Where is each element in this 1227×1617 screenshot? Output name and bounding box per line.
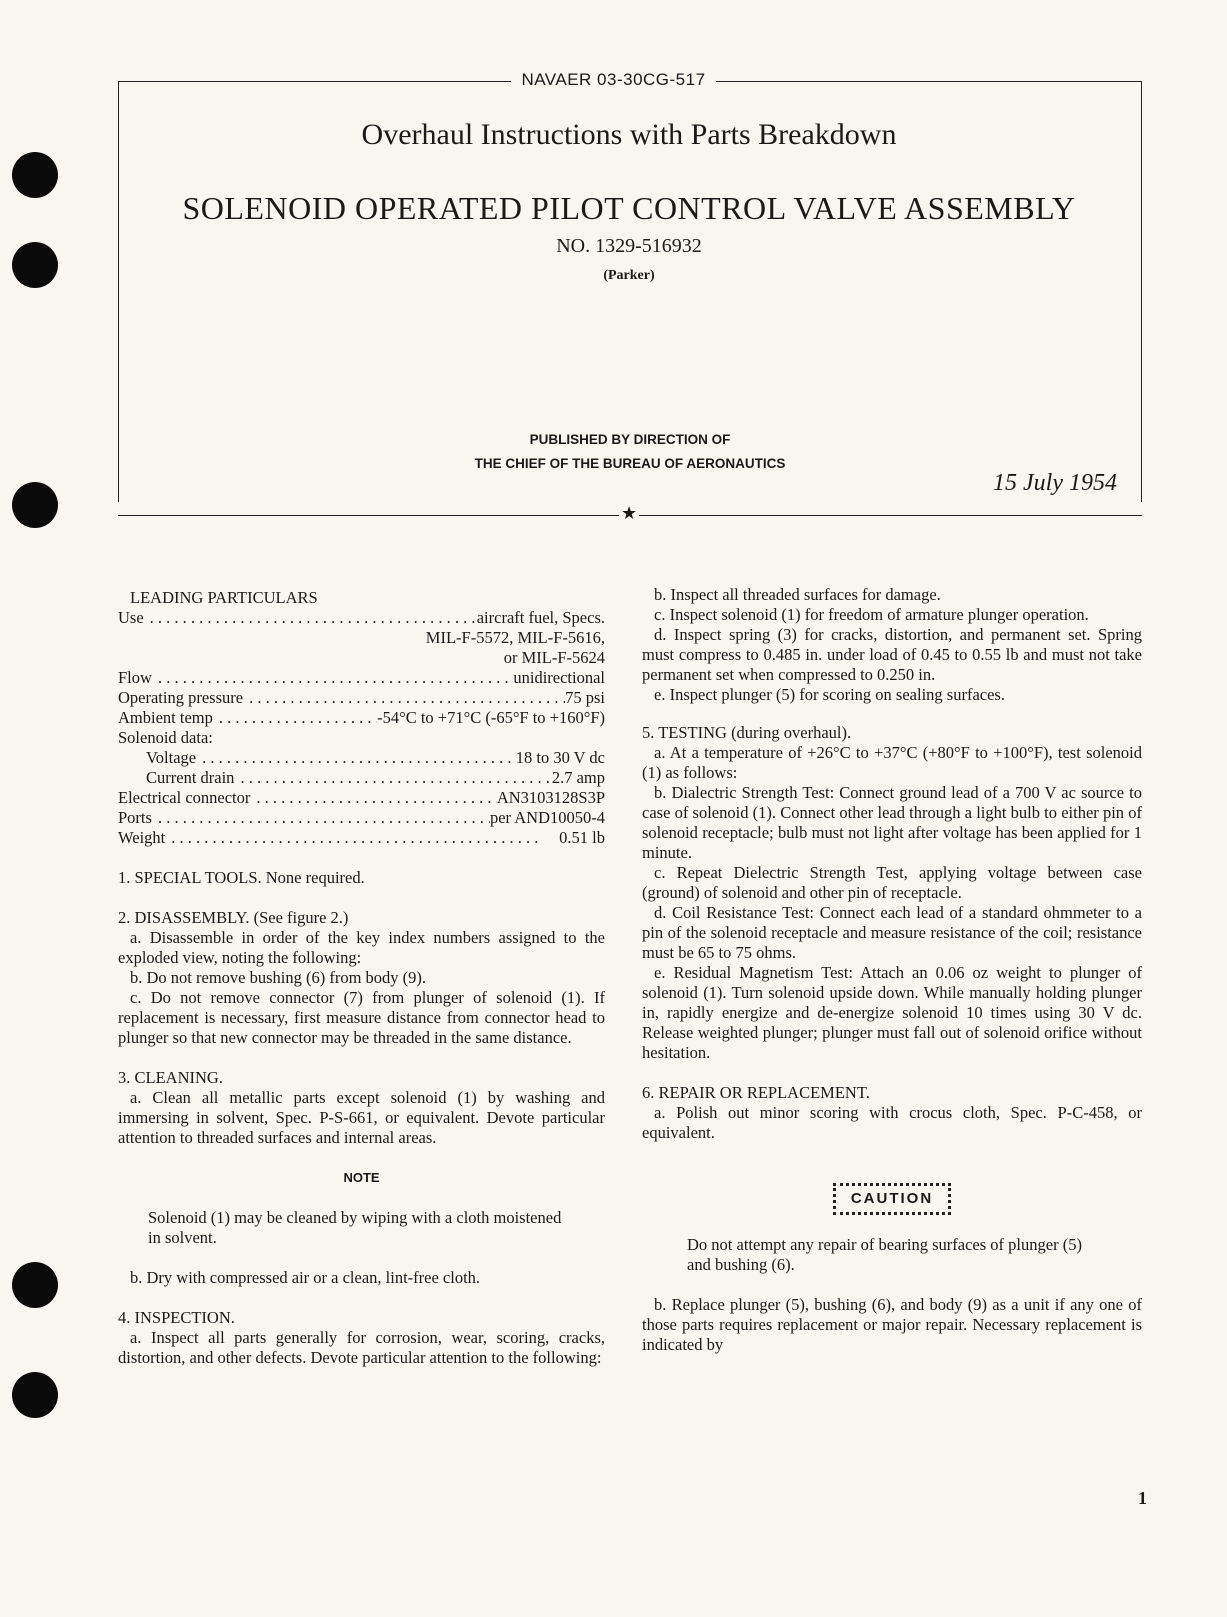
star-icon: ★ xyxy=(621,503,638,524)
dot-leader xyxy=(144,608,477,628)
dot-leader xyxy=(250,788,496,808)
paragraph: a. Polish out minor scoring with crocus cloth, Spec. P-C-458, or equivalent. xyxy=(642,1103,1142,1142)
paragraph: c. Repeat Dielectric Strength Test, applying voltage between case (ground) of solenoid and other pin of receptacle. xyxy=(642,863,1142,902)
leading-particulars-heading: LEADING PARTICULARS xyxy=(130,588,318,607)
paragraph: b. Replace plunger (5), bushing (6), and body (9) as a unit if any one of those parts requires replacement or major repair. Necessary replacement is indicated by xyxy=(642,1295,1142,1354)
publication-date: 15 July 1954 xyxy=(993,470,1117,496)
dot-leader xyxy=(243,688,565,708)
dot-leader xyxy=(152,668,513,688)
section-heading: 5. TESTING (during overhaul). xyxy=(642,723,852,742)
dot-leader xyxy=(213,708,377,728)
particular-row xyxy=(118,748,605,768)
particular-row xyxy=(118,808,605,828)
particular-row xyxy=(118,788,605,808)
particular-label: Operating pressure xyxy=(118,688,244,707)
particular-label: Ports xyxy=(118,808,152,827)
particular-value: unidirectional xyxy=(513,668,605,687)
paragraph: c. Inspect solenoid (1) for freedom of armature plunger operation. xyxy=(654,605,1089,624)
paragraph: a. Disassemble in order of the key index numbers assigned to the exploded view, noting the following: xyxy=(118,928,605,967)
particular-row xyxy=(118,768,605,788)
publisher-line: THE CHIEF OF THE BUREAU OF AERONAUTICS xyxy=(474,456,786,471)
particular-value: -54°C to +71°C (-65°F to +160°F) xyxy=(377,708,605,727)
paragraph: b. Dry with compressed air or a clean, lint-free cloth. xyxy=(130,1268,481,1287)
binder-hole xyxy=(12,242,58,288)
dot-leader xyxy=(165,828,559,848)
paragraph: e. Residual Magnetism Test: Attach an 0.06 oz weight to plunger of solenoid (1). Turn solenoid upside down. While manually holding plunger in, rapidly energize and de-energize solenoid 10 times using 30 V dc. Release weighted plunger; plunger must fall out of solenoid orifice without hesitation. xyxy=(642,963,1142,1062)
dot-leader xyxy=(196,748,516,768)
publisher xyxy=(420,428,840,476)
particular-row: MIL-F-5572, MIL-F-5616, xyxy=(425,628,605,647)
dot-leader xyxy=(234,768,551,788)
particular-value: aircraft fuel, Specs. xyxy=(476,608,605,627)
particular-label: Current drain xyxy=(146,768,235,787)
particular-row xyxy=(118,608,605,628)
leading-particulars-table xyxy=(118,608,605,848)
paragraph: b. Dialectric Strength Test: Connect ground lead of a 700 V ac source to case of solenoid (1). Connect other lead through a light bulb to either pin of solenoid receptacle; bulb must not light after voltage has been applied for 1 minute. xyxy=(642,783,1142,862)
binder-hole xyxy=(12,152,58,198)
particular-value: 0.51 lb xyxy=(559,828,605,847)
particular-label: Voltage xyxy=(146,748,197,767)
particular-label: Electrical connector xyxy=(118,788,251,807)
paragraph: b. Inspect all threaded surfaces for damage. xyxy=(654,585,941,604)
particular-label: Ambient temp xyxy=(118,708,213,727)
particular-value: AN3103128S3P xyxy=(496,788,605,807)
paragraph: d. Coil Resistance Test: Connect each lead of a standard ohmmeter to a pin of the solenoid receptacle and measure resistance of the coil; resistance must be 65 to 75 ohms. xyxy=(642,903,1142,962)
document-title: Overhaul Instructions with Parts Breakdown xyxy=(361,118,897,151)
paragraph: a. At a temperature of +26°C to +37°C (+80°F to +100°F), test solenoid (1) as follows: xyxy=(642,743,1142,782)
part-number: NO. 1329-516932 xyxy=(556,235,702,257)
subject-title: SOLENOID OPERATED PILOT CONTROL VALVE ASSEMBLY xyxy=(182,190,1076,226)
section-heading: 6. REPAIR OR REPLACEMENT. xyxy=(642,1083,870,1102)
particular-value: 18 to 30 V dc xyxy=(515,748,605,767)
paragraph: e. Inspect plunger (5) for scoring on sealing surfaces. xyxy=(654,685,1005,704)
binder-hole xyxy=(12,482,58,528)
caution-heading: CAUTION xyxy=(833,1183,951,1215)
particular-row xyxy=(118,688,605,708)
paragraph: c. Do not remove connector (7) from plunger of solenoid (1). If replacement is necessary, first measure distance from connector head to plunger so that new connector may be threaded in the same distance. xyxy=(118,988,605,1047)
particular-value: 75 psi xyxy=(565,688,605,707)
caution-text: Do not attempt any repair of bearing surfaces of plunger (5) and bushing (6). xyxy=(687,1235,1082,1274)
binder-hole xyxy=(12,1262,58,1308)
dot-leader xyxy=(152,808,490,828)
publisher-line: PUBLISHED BY DIRECTION OF xyxy=(529,432,731,447)
right-column xyxy=(642,585,1142,1355)
paragraph: a. Clean all metallic parts except solenoid (1) by washing and immersing in solvent, Spec. P-S-661, or equivalent. Devote particular attention to threaded surfaces and internal areas. xyxy=(118,1088,605,1147)
particular-row: or MIL-F-5624 xyxy=(503,648,605,667)
document-number: NAVAER 03-30CG-517 xyxy=(511,70,715,89)
particular-row xyxy=(118,668,605,688)
paragraph: d. Inspect spring (3) for cracks, distortion, and permanent set. Spring must compress to 0.485 in. under load of 0.45 to 0.55 lb and must not take permanent set when compressed to 0.250 in. xyxy=(642,625,1142,684)
paragraph: a. Inspect all parts generally for corrosion, wear, scoring, cracks, distortion, and other defects. Devote particular attention to the following: xyxy=(118,1328,605,1367)
particular-label: Flow xyxy=(118,668,152,687)
particular-label: Solenoid data: xyxy=(118,728,213,747)
left-column xyxy=(118,588,605,1368)
section-heading: 2. DISASSEMBLY. (See figure 2.) xyxy=(118,908,349,927)
particular-row xyxy=(118,708,605,728)
binder-hole xyxy=(12,1372,58,1418)
section-heading: 1. SPECIAL TOOLS. None required. xyxy=(118,868,365,887)
particular-label: Weight xyxy=(118,828,166,847)
particular-value: per AND10050-4 xyxy=(489,808,605,827)
paragraph: b. Do not remove bushing (6) from body (9). xyxy=(130,968,427,987)
particular-value: 2.7 amp xyxy=(551,768,605,787)
particular-row xyxy=(118,828,605,848)
manufacturer: (Parker) xyxy=(603,268,655,283)
particular-label: Use xyxy=(118,608,144,627)
particular-row xyxy=(118,728,605,748)
page-number: 1 xyxy=(1138,1488,1147,1508)
note-heading: NOTE xyxy=(343,1170,380,1185)
section-heading: 4. INSPECTION. xyxy=(118,1308,235,1327)
section-heading: 3. CLEANING. xyxy=(118,1068,223,1087)
note-text: Solenoid (1) may be cleaned by wiping with a cloth moistened in solvent. xyxy=(148,1208,562,1247)
